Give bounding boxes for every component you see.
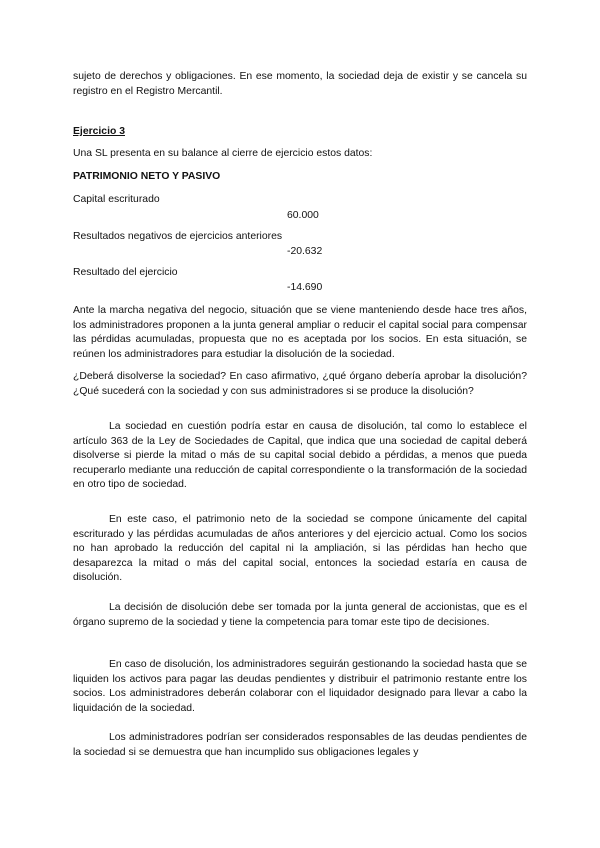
answer-paragraph-4: En caso de disolución, los administradores seguirán gestionando la sociedad hasta que se liquiden los activos para pagar las deudas pendientes y distribuir el patrimonio restante entre los socios. Los administradores deberán colaborar con el liquidador designado para llevar a cabo la liquidación de la sociedad. [73,659,527,714]
prior-results-value: -20.632 [287,246,323,257]
intro-paragraph: sujeto de derechos y obligaciones. En ese momento, la sociedad deja de existir y se cancela su registro en el Registro Mercantil. [73,71,527,97]
period-result-label: Resultado del ejercicio [73,267,178,278]
answer-paragraph-1: La sociedad en cuestión podría estar en causa de disolución, tal como lo establece el artículo 363 de la Ley de Sociedades de Capital, que indica que una sociedad de capital deberá disolverse si pierde la mitad o más de su capital social debido a pérdidas, a menos que pueda recuperarlo mediante una reducción de capital correspondiente o la transformación de la sociedad en otro tipo de sociedad. [73,421,527,491]
prior-results-label: Resultados negativos de ejercicios anteriores [73,231,283,242]
answer-paragraph-3: La decisión de disolución debe ser tomada por la junta general de accionistas, que es el órgano supremo de la sociedad y tiene la competencia para tomar este tipo de decisiones. [73,602,527,628]
capital-value: 60.000 [287,210,319,221]
capital-label: Capital escriturado [73,194,160,205]
questions-paragraph: ¿Deberá disolverse la sociedad? En caso afirmativo, ¿qué órgano debería aprobar la disolución? ¿Qué sucederá con la sociedad y con sus administradores si se produce la disolución? [73,371,527,397]
balance-heading: PATRIMONIO NETO Y PASIVO [73,171,221,182]
answer-paragraph-5: Los administradores podrían ser considerados responsables de las deudas pendientes de la sociedad si se demuestra que han incumplido sus obligaciones legales y [73,732,527,758]
exercise-title: Ejercicio 3 [73,126,125,137]
answer-paragraph-2: En este caso, el patrimonio neto de la sociedad se compone únicamente del capital escriturado y las pérdidas acumuladas de años anteriores y del ejercicio actual. Como los socios no han aprobado la reducción del capital ni la ampliación, si las pérdidas han hecho que desaparezca la mitad o más del capital social, entonces la sociedad estaría en causa de disolución. [73,514,527,584]
period-result-value: -14.690 [287,282,323,293]
situation-paragraph: Ante la marcha negativa del negocio, situación que se viene manteniendo desde hace tres años, los administradores proponen a la junta general ampliar o reducir el capital social para compensar las pérdidas acumuladas, propuesta que no es aceptada por los socios. En esta situación, se reúnen los administradores para estudiar la disolución de la sociedad. [73,305,527,360]
exercise-intro: Una SL presenta en su balance al cierre de ejercicio estos datos: [73,148,373,159]
